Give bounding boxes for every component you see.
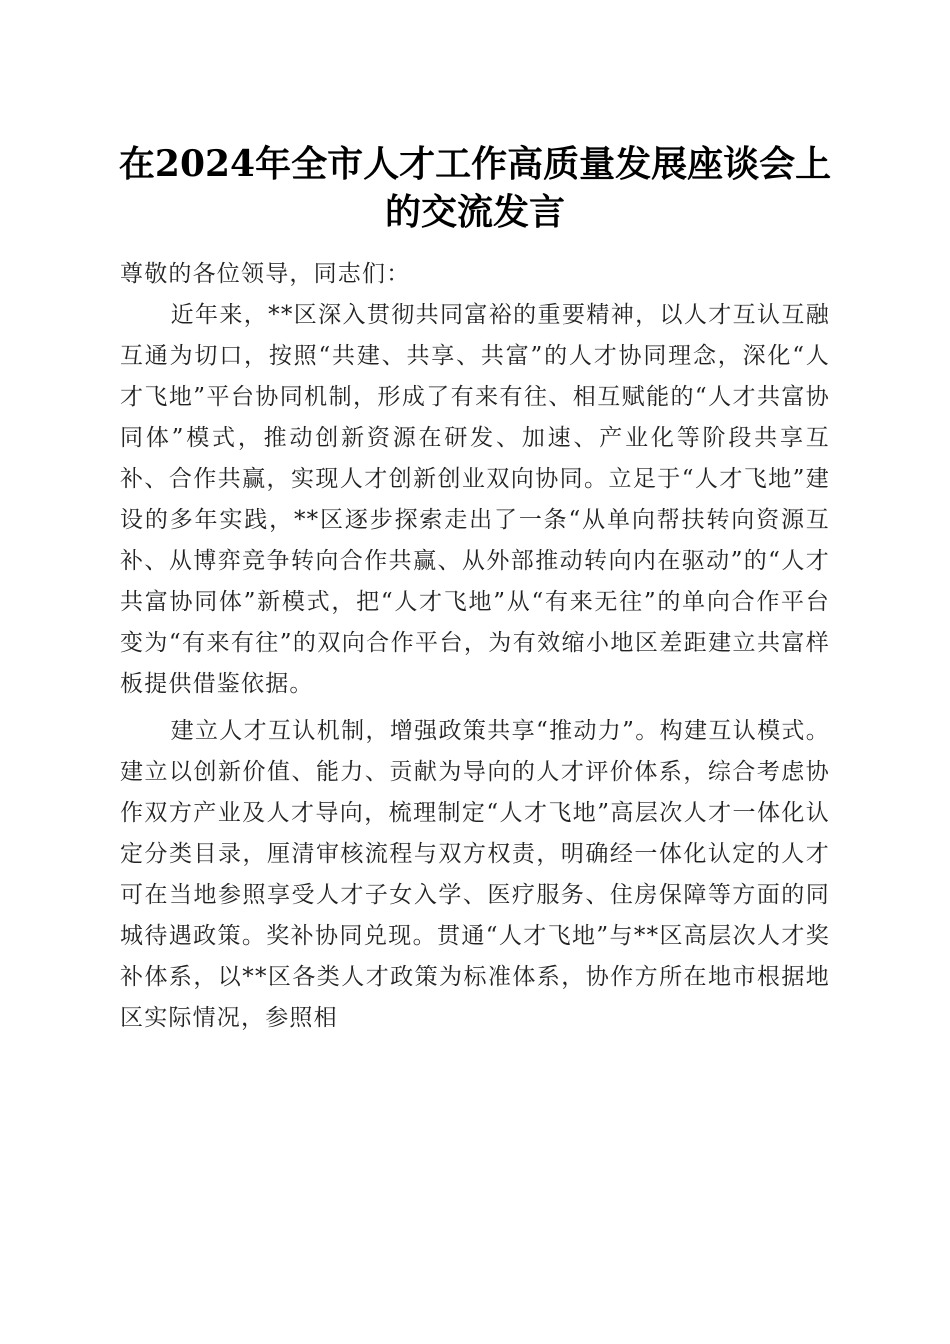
paragraph-1: 近年来，**区深入贯彻共同富裕的重要精神，以人才互认互融互通为切口，按照“共建、共享、共富”的人才协同理念，深化“人才飞地”平台协同机制，形成了有来有往、相互赋能的“人才共富协同体”模式，推动创新资源在研发、加速、产业化等阶段共享互补、合作共赢，实现人才创新创业双向协同。立足于“人才飞地”建设的多年实践，**区逐步探索走出了一条“从单向帮扶转向资源互补、从博弈竞争转向合作共赢、从外部推动转向内在驱动”的“人才共富协同体”新模式，把“人才飞地”从“有来无往”的单向合作平台变为“有来有往”的双向合作平台，为有效缩小地区差距建立共富样板提供借鉴依据。 [120, 302, 830, 697]
document-title [100, 140, 850, 236]
document-body [120, 254, 830, 1039]
salutation: 尊敬的各位领导，同志们： [120, 261, 411, 287]
title-line-1: 在2024年全市人才工作高质量发展座谈会上 [118, 143, 832, 185]
paragraph-2: 建立人才互认机制，增强政策共享“推动力”。构建互认模式。建立以创新价值、能力、贡献为导向的人才评价体系，综合考虑协作双方产业及人才导向，梳理制定“人才飞地”高层次人才一体化认定分类目录，厘清审核流程与双方权责，明确经一体化认定的人才可在当地参照享受人才子女入学、医疗服务、住房保障等方面的同城待遇政策。奖补协同兑现。贯通“人才飞地”与**区高层次人才奖补体系，以**区各类人才政策为标准体系，协作方所在地市根据地区实际情况，参照相 [120, 718, 830, 1031]
title-line-2: 的交流发言 [384, 191, 565, 233]
